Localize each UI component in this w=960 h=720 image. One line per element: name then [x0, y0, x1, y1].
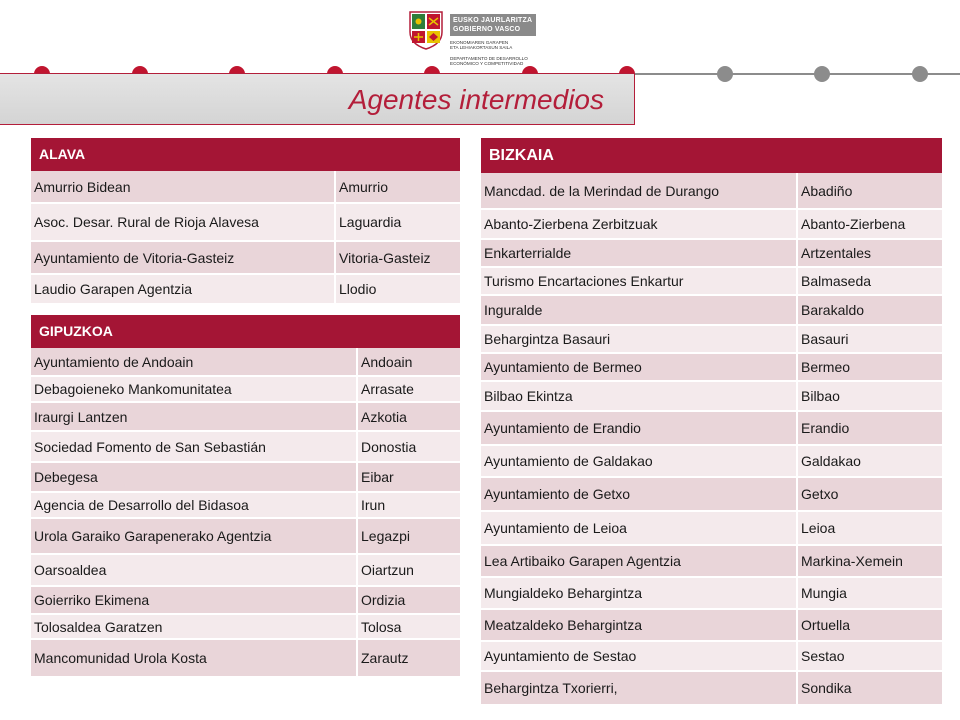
bizkaia-row [481, 609, 942, 641]
town-name: Sestao [797, 641, 942, 671]
gipuzkoa-row [31, 348, 460, 376]
agency-name: Asoc. Desar. Rural de Rioja Alavesa [31, 203, 335, 241]
town-name: Arrasate [357, 376, 460, 402]
gipuzkoa-row [31, 376, 460, 402]
agency-name: Mungialdeko Behargintza [481, 577, 797, 609]
town-name: Balmaseda [797, 267, 942, 295]
agency-name: Inguralde [481, 295, 797, 325]
bizkaia-row [481, 353, 942, 381]
timeline-dot-pending [717, 66, 733, 82]
agency-name: Iraurgi Lantzen [31, 402, 357, 431]
agency-name: Tolosaldea Garatzen [31, 614, 357, 639]
agency-name: Debegesa [31, 462, 357, 492]
town-name: Markina-Xemein [797, 545, 942, 577]
page-title: Agentes intermedios [348, 84, 604, 115]
gipuzkoa-row [31, 639, 460, 677]
agency-name: Ayuntamiento de Bermeo [481, 353, 797, 381]
dept-line-2: ETA LEHIAKORTASUN SAILA [450, 45, 513, 51]
town-name: Amurrio [335, 171, 460, 203]
agency-name: Ayuntamiento de Galdakao [481, 445, 797, 477]
gipuzkoa-row [31, 518, 460, 554]
town-name: Abadiño [797, 173, 942, 209]
agency-name: Ayuntamiento de Sestao [481, 641, 797, 671]
bizkaia-row [481, 295, 942, 325]
agency-name: Enkarterrialde [481, 239, 797, 267]
agency-name: Behargintza Basauri [481, 325, 797, 353]
agency-name: Goierriko Ekimena [31, 586, 357, 614]
bizkaia-row [481, 545, 942, 577]
timeline-dot-pending [814, 66, 830, 82]
coat-of-arms-icon [408, 10, 444, 50]
bizkaia-row [481, 671, 942, 705]
bizkaia-table [481, 173, 942, 706]
gipuzkoa-row [31, 492, 460, 518]
bizkaia-row [481, 641, 942, 671]
gipuzkoa-header: GIPUZKOA [31, 315, 460, 348]
town-name: Llodio [335, 274, 460, 304]
bizkaia-row [481, 173, 942, 209]
town-name: Ordizia [357, 586, 460, 614]
gipuzkoa-table [31, 348, 460, 678]
agency-name: Bilbao Ekintza [481, 381, 797, 411]
town-name: Sondika [797, 671, 942, 705]
town-name: Galdakao [797, 445, 942, 477]
alava-row [31, 203, 460, 241]
town-name: Getxo [797, 477, 942, 511]
agency-name: Oarsoaldea [31, 554, 357, 586]
gipuzkoa-row [31, 402, 460, 431]
bizkaia-row [481, 577, 942, 609]
agency-name: Ayuntamiento de Getxo [481, 477, 797, 511]
agency-name: Behargintza Txorierri, [481, 671, 797, 705]
town-name: Ortuella [797, 609, 942, 641]
agency-name: Amurrio Bidean [31, 171, 335, 203]
agency-name: Sociedad Fomento de San Sebastián [31, 431, 357, 462]
town-name: Abanto-Zierbena [797, 209, 942, 239]
town-name: Basauri [797, 325, 942, 353]
agency-name: Mancomunidad Urola Kosta [31, 639, 357, 677]
town-name: Erandio [797, 411, 942, 445]
agency-name: Ayuntamiento de Erandio [481, 411, 797, 445]
town-name: Eibar [357, 462, 460, 492]
bizkaia-row [481, 325, 942, 353]
town-name: Bermeo [797, 353, 942, 381]
agency-name: Urola Garaiko Garapenerako Agentzia [31, 518, 357, 554]
town-name: Laguardia [335, 203, 460, 241]
dept-line-4: DEPARTAMENTO DE DESARROLLO [450, 55, 528, 61]
bizkaia-row [481, 209, 942, 239]
alava-section [31, 138, 460, 305]
logo-line-2: GOBIERNO VASCO [453, 26, 521, 33]
town-name: Tolosa [357, 614, 460, 639]
town-name: Oiartzun [357, 554, 460, 586]
bizkaia-row [481, 477, 942, 511]
bizkaia-row [481, 267, 942, 295]
town-name: Legazpi [357, 518, 460, 554]
gipuzkoa-row [31, 462, 460, 492]
bizkaia-section [481, 138, 942, 706]
town-name: Vitoria-Gasteiz [335, 241, 460, 274]
gipuzkoa-row [31, 554, 460, 586]
timeline-line-remaining [627, 73, 960, 75]
gipuzkoa-row [31, 614, 460, 639]
agency-name: Laudio Garapen Agentzia [31, 274, 335, 304]
alava-header: ALAVA [31, 138, 460, 171]
alava-row [31, 171, 460, 203]
gipuzkoa-row [31, 586, 460, 614]
agency-name: Ayuntamiento de Andoain [31, 348, 357, 376]
town-name: Bilbao [797, 381, 942, 411]
agency-name: Agencia de Desarrollo del Bidasoa [31, 492, 357, 518]
bizkaia-header: BIZKAIA [481, 138, 942, 173]
alava-row [31, 274, 460, 304]
agency-name: Meatzaldeko Behargintza [481, 609, 797, 641]
town-name: Artzentales [797, 239, 942, 267]
town-name: Donostia [357, 431, 460, 462]
dept-line-1: EKONOMIAREN GARAPEN [450, 40, 509, 45]
alava-row [31, 241, 460, 274]
agency-name: Lea Artibaiko Garapen Agentzia [481, 545, 797, 577]
agency-name: Ayuntamiento de Leioa [481, 511, 797, 545]
town-name: Irun [357, 492, 460, 518]
title-banner [0, 73, 635, 125]
alava-table [31, 171, 460, 305]
town-name: Mungia [797, 577, 942, 609]
bizkaia-row [481, 239, 942, 267]
town-name: Zarautz [357, 639, 460, 677]
timeline-dot-pending [912, 66, 928, 82]
agency-name: Turismo Encartaciones Enkartur [481, 267, 797, 295]
logo-name-band [450, 14, 536, 36]
town-name: Andoain [357, 348, 460, 376]
agency-name: Abanto-Zierbena Zerbitzuak [481, 209, 797, 239]
bizkaia-row [481, 381, 942, 411]
agency-name: Mancdad. de la Merindad de Durango [481, 173, 797, 209]
agency-name: Ayuntamiento de Vitoria-Gasteiz [31, 241, 335, 274]
dept-line-5: ECONÓMICO Y COMPETITIVIDAD [450, 60, 524, 66]
gipuzkoa-row [31, 431, 460, 462]
bizkaia-row [481, 445, 942, 477]
town-name: Barakaldo [797, 295, 942, 325]
logo-line-1: EUSKO JAURLARITZA [453, 17, 533, 24]
bizkaia-row [481, 411, 942, 445]
town-name: Leioa [797, 511, 942, 545]
town-name: Azkotia [357, 402, 460, 431]
bizkaia-row [481, 511, 942, 545]
gipuzkoa-section [31, 315, 460, 678]
agency-name: Debagoieneko Mankomunitatea [31, 376, 357, 402]
